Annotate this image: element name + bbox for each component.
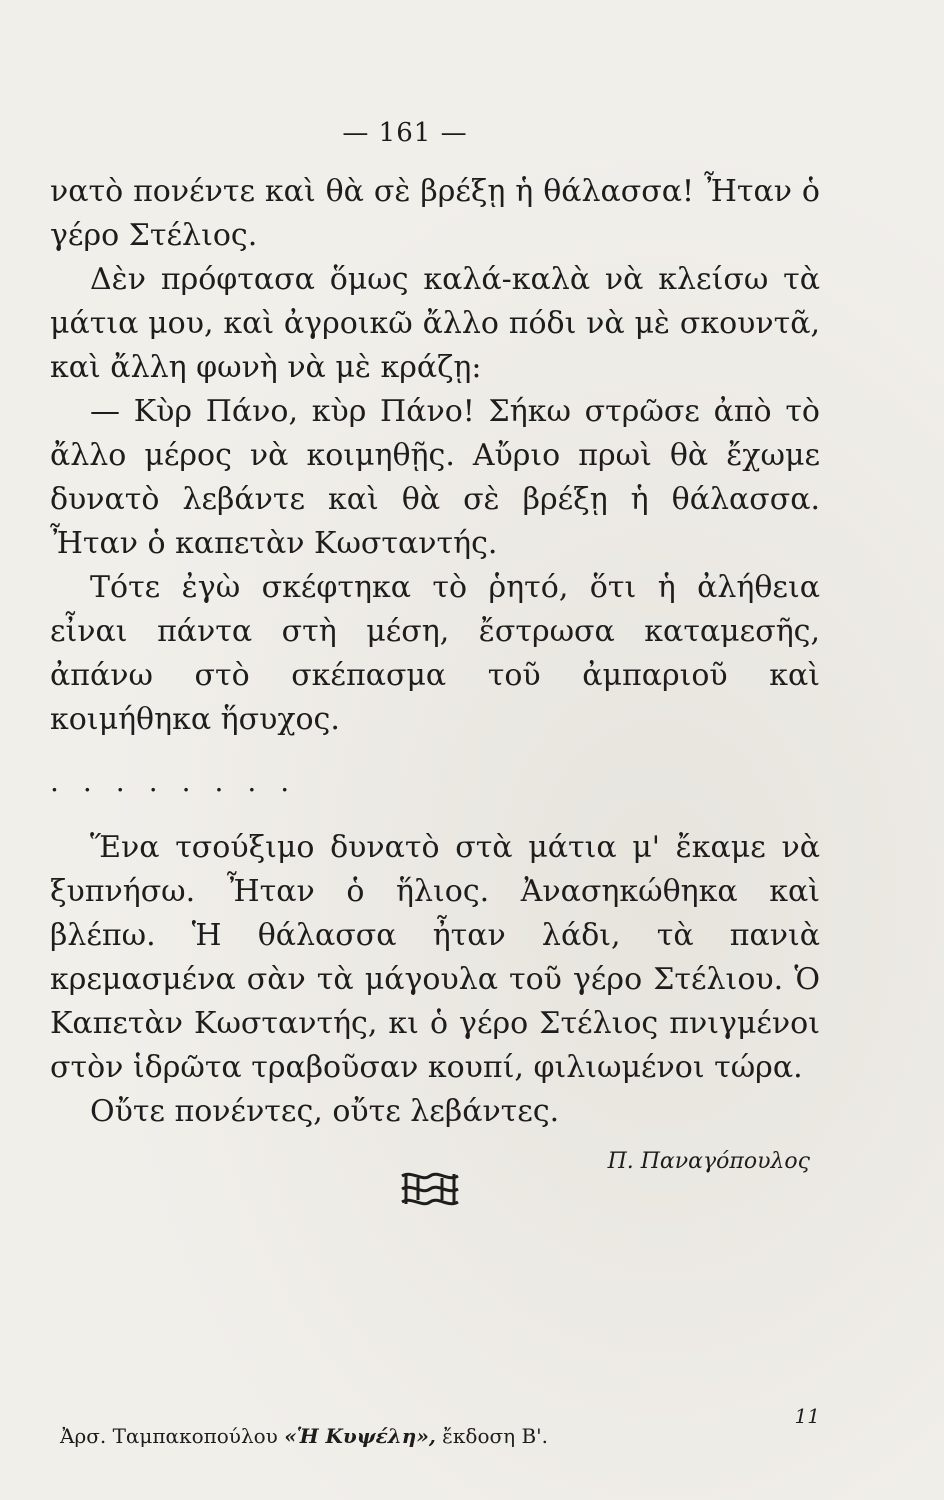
author-signature: Π. Παναγόπουλος	[607, 1149, 810, 1174]
paragraph: Οὔτε πονέντες, οὔτε λεβάντες.	[90, 1094, 560, 1129]
footer-book-title: «Ἡ Κυψέλη»,	[284, 1424, 436, 1448]
footer-author: Ἀρσ. Ταμπακοπούλου	[60, 1424, 278, 1448]
paragraph: Τότε ἐγὼ σκέφτηκα τὸ ῥητό, ὅτι ἡ ἀλήθεια εἶναι πάντα στὴ μέση, ἔστρωσα καταμεσῆς, ἀπάνω στὸ σκέπασμα τοῦ ἀμπαριοῦ καὶ κοιμήθηκα ἥσυχος.	[50, 570, 820, 737]
section-break-dots: ........	[50, 765, 314, 798]
paragraph: — Κὺρ Πάνο, κὺρ Πάνο! Σήκω στρῶσε ἀπὸ τὸ ἄλλο μέρος νὰ κοιμηθῇς. Αὔριο πρωὶ θὰ ἔχωμε δυνατὸ λεβάντε καὶ θὰ σὲ βρέξῃ ἡ θάλασσα. Ἦταν ὁ καπετὰν Κωσταντής.	[50, 394, 820, 561]
paragraph: νατὸ πονέντε καὶ θὰ σὲ βρέξῃ ἡ θάλασσα! Ἦταν ὁ γέρο Στέλιος.	[50, 174, 820, 253]
footer-sheet-number: 11	[794, 1404, 820, 1428]
footer-citation	[60, 1424, 548, 1448]
paragraph: Δὲν πρόφτασα ὅμως καλά-καλὰ νὰ κλείσω τὰ μάτια μου, καὶ ἀγροικῶ ἄλλο πόδι νὰ μὲ σκουντᾶ, καὶ ἄλλη φωνὴ νὰ μὲ κράζῃ:	[50, 262, 820, 385]
footer-edition: ἔκδοση Β'.	[442, 1424, 549, 1448]
text-body	[50, 170, 820, 1184]
ornament-icon	[398, 1168, 462, 1210]
paragraph: Ἕνα τσούξιμο δυνατὸ στὰ μάτια μ' ἔκαμε νὰ ξυπνήσω. Ἦταν ὁ ἥλιος. Ἀνασηκώθηκα καὶ βλέπω. Ἡ θάλασσα ἦταν λάδι, τὰ πανιὰ κρεμασμένα σὰν τὰ μάγουλα τοῦ γέρο Στέλιου. Ὁ Καπετὰν Κωσταντής, κι ὁ γέρο Στέλιος πνιγμένοι στὸν ἱδρῶτα τραβοῦσαν κουπί, φιλιωμένοι τώρα.	[50, 830, 820, 1085]
page-number: — 161 —	[342, 118, 468, 148]
